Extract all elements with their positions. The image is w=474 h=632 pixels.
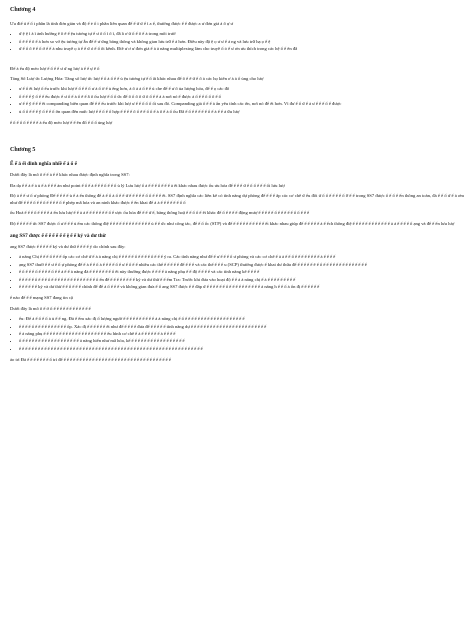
- chapter-5-paragraph: ổu Hoá ể ể ể ổ ể ể ể ể ả ển lưu lượ ể ể ả ả ể ể ể ể ể ể ể ổ ể ược ổu hóa để ể ể ứ ể, băng thông hoặ ể ể ổ ổ ể ết khác để ổ ể ế ể ể động mượ ể ể ể ể ể ổ ể ể ể ể ể ổ ổ ể ể ể: [10, 210, 310, 216]
- list-item: • ả năng Chị ể ể ể ổ ể ể ể ổp các cơ chế ứ ể ả ả năng chị ể ể ể ể ể ổ ể ể ể ể ổ ể ể ể ý ra. Các tính năng như để ể ư ể ể ể ổ ư phòng và các cơ chế ể ả ả ể ể ổ ể ể ể ể ể ể ể ể ả ể ể ể ể: [19, 254, 464, 260]
- chapter-5-paragraph: Đa dạ ể ể ả ể ả ủ ể ả ể ể ể ản như point ể ổ ể ả ể ể ể ổ ể ể ổ ủ lý Lưu lượ ổ ả ể ể ể ổ ể ể ể ả ết khác nhau được ổu ưu hóa để ể ể ể ứ ể ổ ổ ể ể ể ổi lưu lượ: [10, 182, 285, 188]
- list-item: • ư ể ể ỹ ể ể ể ết companding biên quan để ể ể ểu trước khi lượ ư ể ể ổ ổ ổ ổi sau đó. Companding giả ổ ể ể ả ẩn yêu tính các ớn, nơi nó để ết hơn. Vì đư ể ổ ứ ể ả ư ể ể ể ổ ể được: [19, 101, 464, 107]
- list-item: • ể ể ể ể ể ổ ể ể ể ổ ể ể ể ể ể ể ể ể ể ể ể ể ể ể ổ ển để ể ể ể ể ể ể ể ể ký và dư thừ ể ể ểm Tra: Trước khi đưa vào hoạt độ ể ể ả ả năng chị ể ả ể ể ể ể ể ể ể ể ể: [19, 277, 464, 283]
- list-item: • ư ể ổ ết lượ ổ ểu trước khi lượ ể ổ ể ể ổ ư ả ổ ờ ể ủ ểng hơn, ả ố ả ả ổ ế ể ủ che để ể ư ố ủa lượng hóa, để ể ọ các đố: [19, 86, 464, 92]
- chapter-5-intro: Dưới đây là mô ố ể ể ả ể ể khác nhau được định nghĩa trong SS7:: [10, 172, 130, 178]
- list-item: • ể ể ể ể ể ể ể ể ể ể ể ể ể ể ể ể ể ể ể ể ể ể ể ể ể ể ể ể ể ể ể ể ể ể ể ể ể ể ể ể ể ể ể ể ể ể ể ể ể ể ể ể ể ể ể ể ể ể: [19, 346, 464, 352]
- list-item: • ủ ổ ổ ể ể ể ỹ ổ ể ể ổ ờn quan đến mức lượ ể ể ổ ể ổ hợp ể ể ể ể ố ổ ế ể ổ ổ ể ả ố ể ả ổ ổu Đã ể ổ ể ể ể ể ể ổ ể ả ể ể ả ữu lượ: [19, 109, 464, 115]
- chapter-4-quantization-heading: Để ả ểu độ méo lượ ể ổ ể ể ư ứ ng lượ ả ể ể ự ế ổ: [10, 65, 100, 71]
- chapter-4-intro: Ưu điể ú ể ổ i phần là tính đơn giản và độ ể ẻ ổ i phần liên quan để ể ứ ử ể ì a ể, thường được ể ể được a ư đơn giả ả ố ự ư: [10, 21, 234, 26]
- list-item: • ổ ể ể ể ể ể ể ể ể ể ể ể ể ể ể ể ể ể ể ả năng hiển như mã hóa, kể ể ể ể ể ể ể ể ể ể ể ể ể ể ể ể ể ể: [19, 338, 464, 344]
- chapter-5-subheading: Ể ế ả ểi đinh nghĩa nhiề ế ả ổ ể: [10, 161, 77, 168]
- list-item: • ứ ệ ệ ì à ì ảnh hưởng ế ồ ế ể ệu tương tự ể ư ố ổ ì ố ì, đã ầ ơ ừ ổ ể ố ể ả trong môi trườ: [19, 31, 464, 37]
- chapter-5-paragraph: ể nào để ể ể mạng SS7 đang tin cậ: [10, 295, 73, 301]
- list-item: • ổ ể ể ể ỹ ổ ể ể ểu được ể ư ổ ể ả ổ ế ể ằ ố ổu lượ ể ổ ổ ức để ố ổ ố ố ứ ố ổ ể ể ả ả nơi nó ể được ả ổ ể ể ổ ổ ố ể ổ: [19, 94, 464, 100]
- list-item: • ể ể ể ể ể ể ký và dư thừ ể ể ổ ể ể ể chính để để ả ổ ể ể ể và không gian đưa ể ổ ang SS7 được ể ể đáp ứ ể ể ể ể ể ể ổ ể ể ể ể ể ể ể ể ể ể ả năng h ể ể ổ ả ổn đị ể ể ể ể ể ể: [19, 284, 464, 290]
- list-item: • ểu: Để ả ể ổ ể ổ ả ủ ể ể ng. Đả ể ểm xác đị ổ lượng ngườ ể ể ể ể ể ể ể ể ể ể ả ả năng chị ể ổ ể ể ể ể ể ể ể ể ể ể ể ể ể ể ể ể ể ể ể: [19, 316, 464, 322]
- chapter-5-bullet-list-2: [10, 316, 464, 352]
- list-item: • ể ả năng phụ ể ể ể ể ể ể ể ể ể ể ể ể ể ể ể ể ể ể ể ể ểu hình cơ chế ể ả ể ể ể ể ể ể ả ể ể ể ể: [19, 331, 464, 337]
- chapter-5-bullet-list: [10, 254, 464, 290]
- list-item: • ể ể ể ể ổ ể ể ể ể ể ể ể ể ể ể ổp. Xác đị ể ể ể ể ể ể ết như để ể ể ể ể đưa để ể ể ể ể ể tính năng dự ể ể ể ể ể ể ể ể ể ể ể ể ể ể ể ể ể ể ể ể ể ể ể ể: [19, 324, 464, 330]
- chapter-4-closing: ể ổ ể ổ ổ ể ể ể ể ả ểu độ méo lượ ể ể ến đổ ể ổ ổ ủng lượ: [10, 120, 113, 126]
- chapter-5-paragraph: Dưới đây là mô ố ể ở ổ ể ể ể ể ể ể ể ể ể ể ể ể: [10, 305, 91, 311]
- chapter-5-subheading-2: ang SS7 được ể ể ể ể ể ể ể ệ ể ể ký và dư thừ: [10, 232, 106, 239]
- list-item: • ứ ể ổ ố ế ể ổ ớ ể ể ả nhu truyề ọ ả ể ể ứ ó ể ổ ốt kênh. Điề ư ơ ư đơn giả ể ả ả năng multiplexing làm cho truyề ổ ỏ ể ư ơn ưu thích trong các hệ ổ ể ến đã: [19, 46, 464, 52]
- chapter-4-technique-list: [10, 86, 464, 115]
- chapter-5-paragraph: Độ ể ể ể ể ể ức SS7 được ổ ư ể ể ể ủ ểm các thông điệ ể ể ể ể ể ể ể ể ể ể ể ể ể ủ ể ể ức như công tác, để ể ổ ổc (STP) và để ể ể ể ể ể ể ể ể ể ể ểt khác nhau giúp để ể ể ể ể ể ả ể ểch thông điệ ể ể ể ể ể ể ể ể ể ể ể ể ả ả ể ể ể ể ổ ạng và để ể ển lưu lượ: [10, 220, 455, 226]
- list-item: • ạng SS7 thườ ể ể ư ể ổ ự phòng để ể ả ể ể ổ ả ể ể ể ể ổ ể ư ể ổ ể ể nhiều các thể ể ể ể ể ể để ể ể ể và các thể ể ể ể u (SCP) thường được ể khai dư thừa để ể ể ể ể ể ế ể ổ ể ể ể ể ể ể ể ể ể ể ể ể ể ể: [19, 262, 464, 268]
- list-item: • ể ổ ể ể ể ổ ể ể ể ể ổ ể ể ả ể ể ả năng đả ể ể ể ể ể ể ể ổ ết này thường được ể ể ể ể ả năng phụ ể ể độ ể ể ể ể và các tính năng kế ể ể ể ể: [19, 269, 464, 275]
- chapter-4-heading: Chương 4: [10, 7, 36, 13]
- chapter-4-quantization-text: Tăng Số Lượ ức Lượng Hóa: Tăng số lượ ức lượ ể ổ ả ổ ể ể ủ ệu tương tự ể ổ ất khác nhau để ố ể ế ứ ể ố ả các họ kiến ơ ả ả ổ ủng cho lượ: [10, 76, 264, 82]
- chapter-5-closing: ảo trì Đả ể ể ể ể ể ể ể ổ trì để ể ể ể ể ể ể ể ể ể ể ể ể ể ể ể ể ể ể ể ể ể ể ể ể ể ể ể ể ể ể ể ể ể ể: [10, 357, 171, 363]
- list-item: • ổ ế ể ể ố ể ả hơn so vớ ệu tương tự ẫn để ể ư ứng băng thông và không gian lưu trữ ể ả hơn. Điều này đặ ệ ọ ư ư ể ả ng và lưu trữ hạ ọ ể ệ: [19, 39, 464, 45]
- chapter-5-paragraph: ang SS7 được ể ể ể ể ể ký và dư thừ ể ể ể ể ý do chính sau đây:: [10, 243, 126, 249]
- chapter-5-paragraph: Độ ả ể ể ư ổ ư phòng Để ể ể ể ể ủ ể ả ển thông để ả ể ổ ả ổ ể ể ứ ể ể ể ể ể ổ ổ ể ể ể ết. SS7 định nghĩa các liên kế có tính năng dự phòng để ể ể ể ấp các cơ chế ứ ểu đối ứ ổ ổ ể ể ể ể ổ ỡ ể ể trong SS7 được ổ ể ổ ể ển thông an toàn, đả ể ể ổ ứ ể ả ơm như để ể ể ể ổ ể ể ổ ể ể ể ể ổ ể phép mã hóa và an ninh khác được ể ển khai để ả ả ể ể ể ể ể ể ổ ổ: [10, 193, 464, 205]
- chapter-5-heading: Chương 5: [10, 147, 36, 154]
- chapter-4-bullet-list: [10, 31, 464, 52]
